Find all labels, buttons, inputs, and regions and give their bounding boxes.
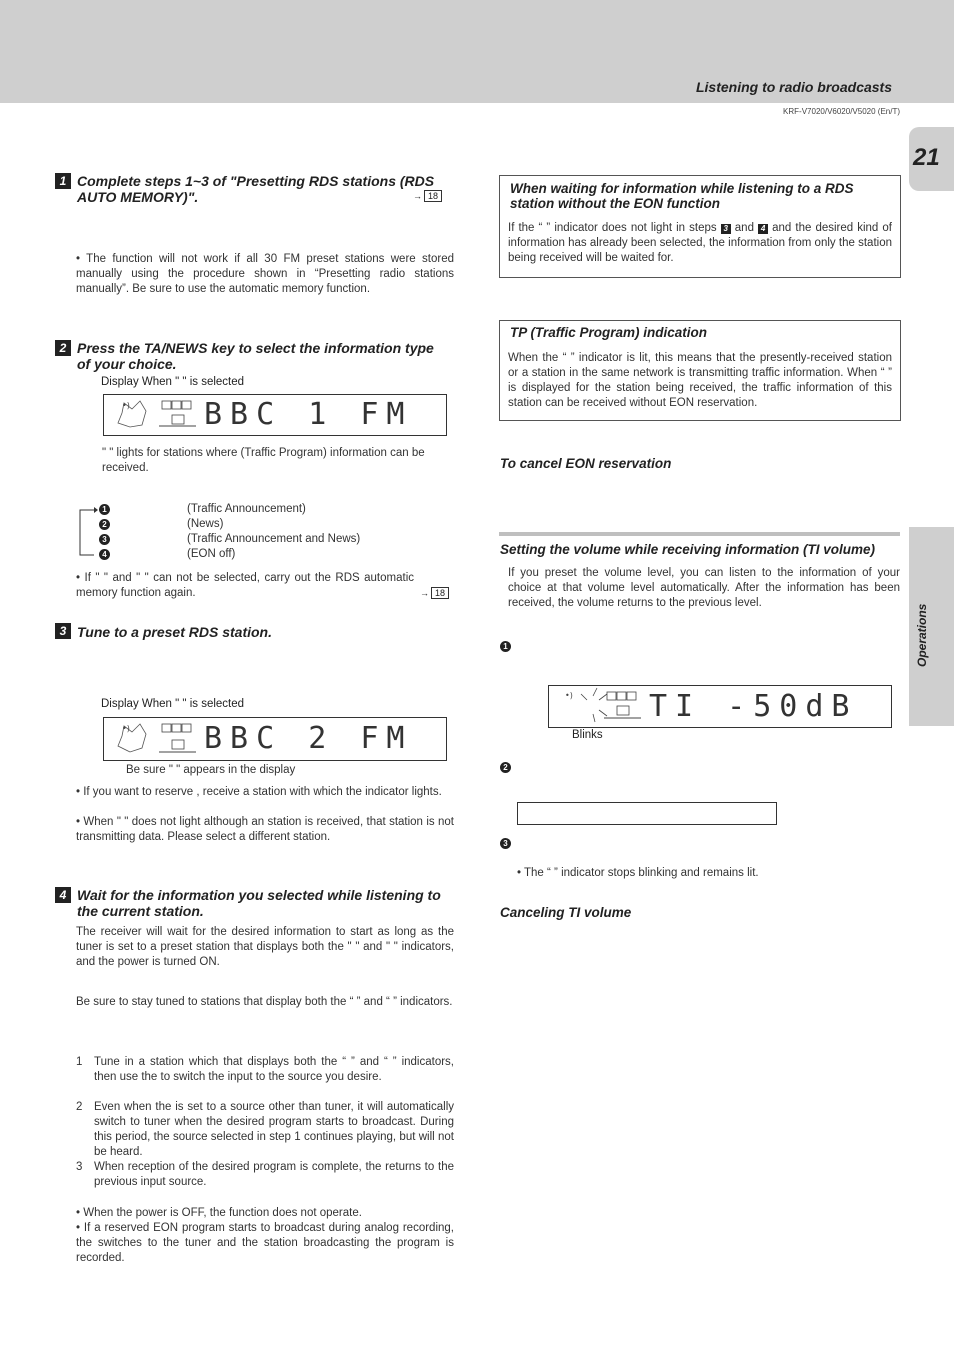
eon-box-text-c: and the desired kind of information has already been selected, the information from only the station being received will be waited for. <box>508 222 892 264</box>
display-caption-2: Display When " " is selected <box>101 698 245 710</box>
ti-step-1-number: 1 <box>500 641 511 652</box>
tp-info-box <box>499 320 901 421</box>
ti-volume-text: If you preset the volume level, you can listen to the information of your choice at that volume level automatically. After the information has been received, the volume returns to the previous level. <box>508 567 900 609</box>
blinks-label: Blinks <box>572 729 603 741</box>
cancel-ti-title: Canceling TI volume <box>500 905 632 920</box>
ti-step-2-number: 2 <box>500 762 511 773</box>
cycle-item <box>99 517 399 532</box>
cycle-item <box>99 502 399 517</box>
eon-box-title: When waiting for information while listening to a RDS station without the EON function <box>510 181 854 211</box>
cycle-item-label: (News) <box>187 518 224 530</box>
empty-frame <box>517 802 777 825</box>
list-item-number: 3 <box>76 1161 83 1173</box>
step-4-title: Wait for the information you selected while listening to the current station. <box>77 887 441 919</box>
lcd-text-1: BBC 1 FM <box>204 397 413 432</box>
step-4-list <box>76 1055 454 1190</box>
cycle-item-label: (Traffic Announcement and News) <box>187 533 361 545</box>
list-item-text: Tune in a station which that displays both the “ ” and “ ” indicators, then use the to switch the input to the source you desire. <box>94 1056 454 1083</box>
lcd-indicators-icon <box>104 718 204 760</box>
be-sure-note: Be sure " " appears in the display <box>126 764 296 776</box>
page-ref-2: → 18 <box>420 587 449 599</box>
eon-box-text-b: and <box>734 222 754 234</box>
step-3-number: 3 <box>55 623 71 639</box>
step-4-number: 4 <box>55 887 71 903</box>
cycle-item-number: 4 <box>99 549 110 560</box>
cycle-item <box>99 532 399 547</box>
tp-box-title: TP (Traffic Program) indication <box>510 325 708 340</box>
ti-step-3-number: 3 <box>500 838 511 849</box>
cycle-item-label: (Traffic Announcement) <box>187 503 306 515</box>
page-ref-2-number: 18 <box>431 587 449 599</box>
eon-box-text <box>508 221 892 266</box>
list-item-text: Even when the is set to a source other than tuner, it will automatically switch to tuner when the desired program starts to broadcast. During this period, the source selected in step 1 continues playing, but will not be heard. <box>94 1101 454 1158</box>
step-2-note: • If " " and " " can not be selected, carry out the RDS automatic memory function again. <box>76 572 414 599</box>
side-tab-label: Operations <box>915 603 929 667</box>
step-3-bullet-1: • If you want to reserve , receive a station with which the indicator lights. <box>76 786 442 798</box>
page-ref-1-number: 18 <box>424 190 442 202</box>
model-number: KRF-V7020/V6020/V5020 (En/T) <box>783 107 900 116</box>
tp-lights-note: " " lights for stations where (Traffic Program) information can be received. <box>102 447 425 474</box>
step-2-title: Press the TA/NEWS key to select the information type of your choice. <box>77 340 434 372</box>
step-1-number: 1 <box>55 173 71 189</box>
section-title: Listening to radio broadcasts <box>695 79 892 95</box>
cycle-item-label: (EON off) <box>187 548 236 560</box>
list-item <box>76 1055 454 1100</box>
step-1-note: • The function will not work if all 30 FM preset stations were stored manually using the procedure shown in “Presetting radio stations manually”. Be sure to use the automatic memory function. <box>76 253 454 295</box>
cancel-eon-title: To cancel EON reservation <box>500 456 672 471</box>
page-number: 21 <box>913 144 940 171</box>
svg-text:•): •) <box>122 401 130 410</box>
page-number-tab <box>909 127 954 191</box>
eon-info-box <box>499 175 901 278</box>
step-4-bullet-2: • If a reserved EON program starts to broadcast during analog recording, the switches to the tuner and the station broadcasting the program is recorded. <box>76 1222 454 1264</box>
list-item <box>76 1160 454 1190</box>
eon-box-text-a: If the “ ” indicator does not light in steps <box>508 222 717 234</box>
step-1-title: Complete steps 1~3 of "Presetting RDS stations (RDS AUTO MEMORY)". <box>77 173 435 205</box>
display-caption-1: Display When " " is selected <box>101 376 245 388</box>
step-2-number: 2 <box>55 340 71 356</box>
list-item-text: When reception of the desired program is complete, the returns to the previous input source. <box>94 1161 454 1188</box>
lcd-display-2 <box>103 717 447 761</box>
eon-step-ref-a: 3 <box>721 224 731 234</box>
step-4-para-1: The receiver will wait for the desired information to start as long as the tuner is set to a preset station that displays both the " " and " " indicators, and the power is turned ON. <box>76 926 454 968</box>
cycle-arrow-icon <box>78 505 98 559</box>
tp-box-text: When the “ ” indicator is lit, this means that the presently-received station or a station in the same network is transmitting traffic information. When “ ” is displayed for the station being received, the traffic information of this station can be received without EON reservation. <box>508 352 892 409</box>
step-3-bullet-2: • When " " does not light although an station is received, that station is not transmitting data. Please select a different station. <box>76 816 454 843</box>
list-item <box>76 1100 454 1160</box>
lcd-text-ti: TI -50dB <box>649 689 858 724</box>
cycle-item-number: 2 <box>99 519 110 530</box>
svg-text:•): •) <box>565 691 573 700</box>
list-item-number: 1 <box>76 1056 83 1068</box>
lcd-indicators-icon <box>104 395 204 435</box>
cycle-item-number: 1 <box>99 504 110 515</box>
page-ref-1: → 18 <box>413 190 442 202</box>
step-4-bullet-1: • When the power is OFF, the function does not operate. <box>76 1207 362 1219</box>
step-4-para-2: Be sure to stay tuned to stations that display both the “ ” and “ ” indicators. <box>76 996 453 1008</box>
cycle-item <box>99 547 399 562</box>
side-tab <box>909 527 954 726</box>
svg-text:•): •) <box>122 724 130 733</box>
lcd-display-1 <box>103 394 447 436</box>
ti-volume-title: Setting the volume while receiving information (TI volume) <box>500 542 876 557</box>
cycle-list <box>99 502 399 562</box>
ti-note: • The “ ” indicator stops blinking and remains lit. <box>517 867 759 879</box>
cycle-item-number: 3 <box>99 534 110 545</box>
list-item-number: 2 <box>76 1101 83 1113</box>
step-3-title: Tune to a preset RDS station. <box>77 624 272 640</box>
eon-step-ref-b: 4 <box>758 224 768 234</box>
section-divider <box>499 532 900 536</box>
lcd-blink-indicator-icon <box>549 686 649 727</box>
lcd-text-2: BBC 2 FM <box>204 721 413 756</box>
lcd-display-ti <box>548 685 892 728</box>
